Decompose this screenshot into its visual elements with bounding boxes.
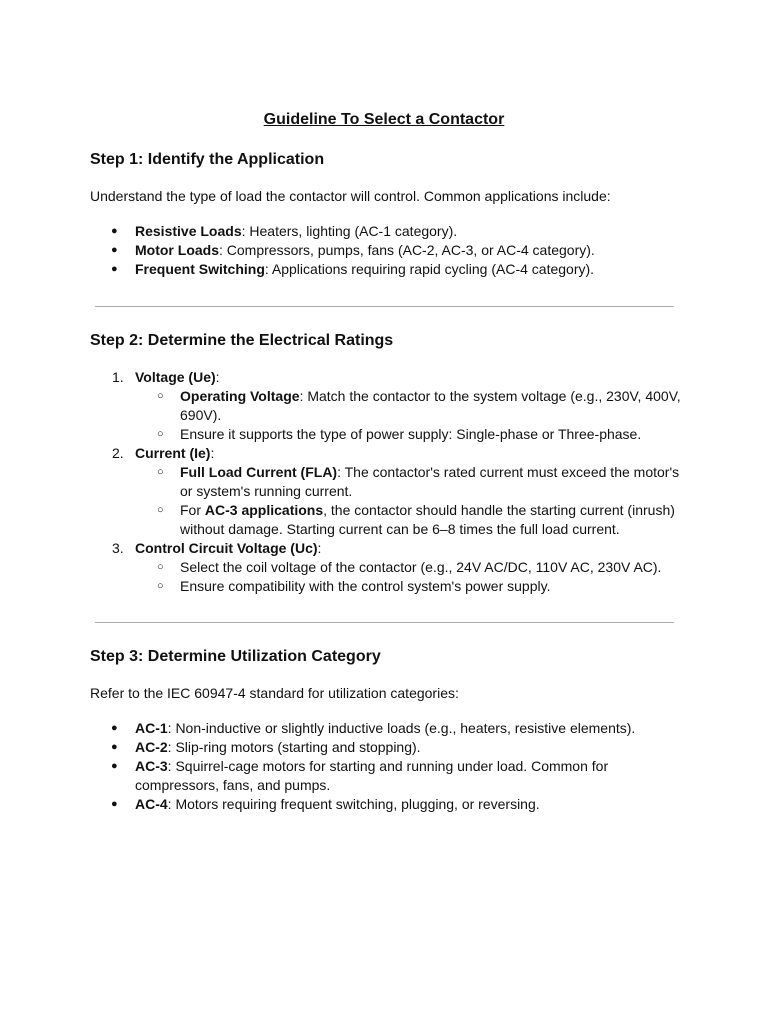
bullet-icon: ● xyxy=(111,722,118,734)
sub-list-item xyxy=(135,425,690,444)
sub-item-text: : Match the contactor to the system voltage (e.g., 230V, 400V, 690V). xyxy=(180,388,681,423)
sub-list xyxy=(135,463,690,539)
item-suffix: : xyxy=(317,540,322,556)
sub-list xyxy=(135,387,690,444)
circle-bullet-icon: ○ xyxy=(157,561,164,573)
list-item xyxy=(90,738,690,757)
item-term: Motor Loads xyxy=(135,242,219,258)
list-item xyxy=(90,757,690,795)
sub-item-text: , the contactor should handle the starting current (inrush) without damage. Starting current can be 6–8 times the full load current. xyxy=(180,502,675,537)
item-term: AC-3 xyxy=(135,758,168,774)
list-item xyxy=(90,241,690,260)
step3-heading: Step 3: Determine Utilization Category xyxy=(90,648,381,665)
circle-bullet-icon: ○ xyxy=(157,390,164,402)
step1-heading: Step 1: Identify the Application xyxy=(90,151,325,168)
sub-item-term: Operating Voltage xyxy=(180,388,300,404)
item-term: AC-2 xyxy=(135,739,168,755)
item-term: AC-4 xyxy=(135,796,168,812)
step3-intro: Refer to the IEC 60947-4 standard for utilization categories: xyxy=(90,685,459,701)
sub-item-text: Ensure it supports the type of power supply: Single-phase or Three-phase. xyxy=(180,426,642,442)
bullet-icon: ● xyxy=(111,244,118,256)
sub-list-item xyxy=(135,577,690,596)
item-number: 2. xyxy=(112,445,124,461)
bullet-icon: ● xyxy=(111,741,118,753)
circle-bullet-icon: ○ xyxy=(157,466,164,478)
list-item xyxy=(90,260,690,279)
item-text: : Heaters, lighting (AC-1 category). xyxy=(241,223,458,239)
item-text: : Squirrel-cage motors for starting and running under load. Common for compressors, fans, and pumps. xyxy=(135,758,609,793)
step1-list xyxy=(90,222,690,279)
item-text: : Non-inductive or slightly inductive loads (e.g., heaters, resistive elements). xyxy=(167,720,636,736)
circle-bullet-icon: ○ xyxy=(157,504,164,516)
list-item xyxy=(90,368,690,444)
bullet-icon: ● xyxy=(111,798,118,810)
item-text: : Applications requiring rapid cycling (AC-4 category). xyxy=(264,261,595,277)
item-term: Current (Ie) xyxy=(135,445,211,461)
item-term: Control Circuit Voltage (Uc) xyxy=(135,540,318,556)
sub-list-item xyxy=(135,387,690,425)
step2-list xyxy=(90,368,690,596)
horizontal-divider xyxy=(95,622,674,623)
list-item xyxy=(90,444,690,539)
item-suffix: : xyxy=(210,445,215,461)
document-title: Guideline To Select a Contactor xyxy=(263,111,505,128)
sub-list-item xyxy=(135,463,690,501)
step1-intro: Understand the type of load the contactor will control. Common applications include: xyxy=(90,188,611,204)
horizontal-divider xyxy=(95,306,674,307)
sub-list-item xyxy=(135,558,690,577)
sub-item-prefix: For xyxy=(180,502,205,518)
list-item xyxy=(90,222,690,241)
list-item xyxy=(90,539,690,596)
item-text: : Compressors, pumps, fans (AC-2, AC-3, or AC-4 category). xyxy=(219,242,595,258)
circle-bullet-icon: ○ xyxy=(157,428,164,440)
bullet-icon: ● xyxy=(111,760,118,772)
item-suffix: : xyxy=(215,369,220,385)
sub-list xyxy=(135,558,690,596)
list-item xyxy=(90,719,690,738)
item-term: Frequent Switching xyxy=(135,261,265,277)
item-term: AC-1 xyxy=(135,720,168,736)
sub-item-term: Full Load Current (FLA) xyxy=(180,464,338,480)
sub-item-text: Select the coil voltage of the contactor (e.g., 24V AC/DC, 110V AC, 230V AC). xyxy=(180,559,662,575)
item-number: 1. xyxy=(112,369,124,385)
bullet-icon: ● xyxy=(111,225,118,237)
item-term: Voltage (Ue) xyxy=(135,369,216,385)
sub-list-item xyxy=(135,501,690,539)
list-item xyxy=(90,795,690,814)
bullet-icon: ● xyxy=(111,263,118,275)
item-term: Resistive Loads xyxy=(135,223,242,239)
sub-item-text: Ensure compatibility with the control system's power supply. xyxy=(180,578,551,594)
item-text: : Slip-ring motors (starting and stopping). xyxy=(167,739,421,755)
sub-item-term: AC-3 applications xyxy=(204,502,324,518)
step3-list xyxy=(90,719,690,814)
item-number: 3. xyxy=(112,540,124,556)
step2-heading: Step 2: Determine the Electrical Ratings xyxy=(90,332,394,349)
circle-bullet-icon: ○ xyxy=(157,580,164,592)
item-text: : Motors requiring frequent switching, plugging, or reversing. xyxy=(167,796,540,812)
sub-item-text: : The contactor's rated current must exceed the motor's or system's running current. xyxy=(180,464,680,499)
